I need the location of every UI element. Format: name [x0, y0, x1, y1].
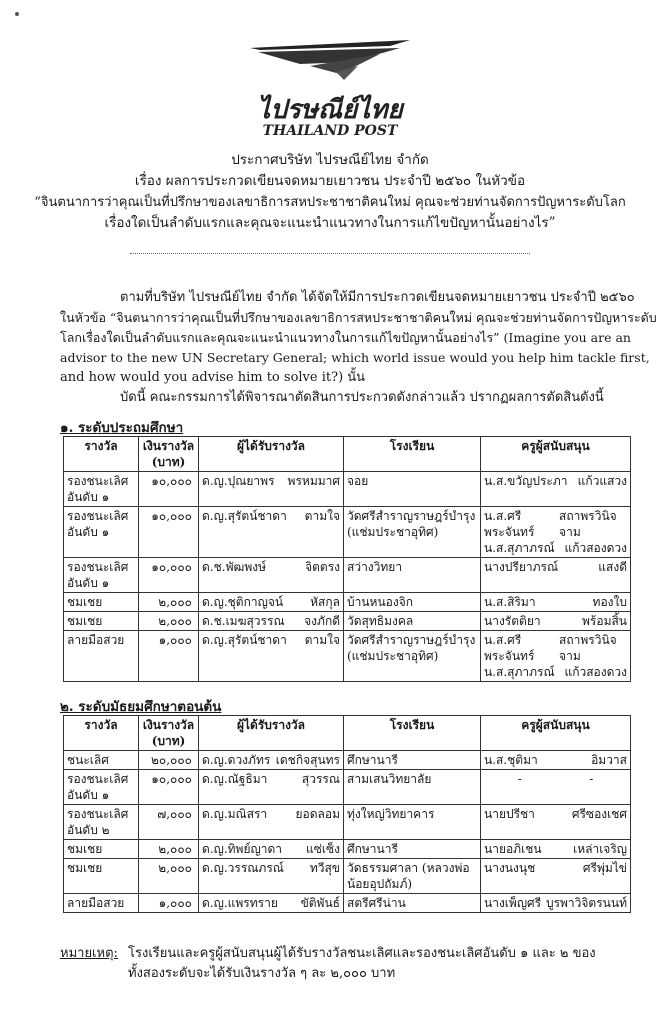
- award-cell: รองชนะเลิศ อันดับ ๒: [64, 805, 139, 840]
- teacher-name: [484, 559, 627, 575]
- remark-line-1: โรงเรียนและครูผู้สนับสนุนผู้ได้รับรางวัลชนะเลิศและรองชนะเลิศอันดับ ๑ และ ๒ ของ: [128, 946, 596, 961]
- announcement-header: [0, 150, 660, 234]
- money-cell: ๒,๐๐๐: [139, 593, 199, 612]
- winner-last-name: ตามใจ: [304, 633, 340, 647]
- teacher-cell: [481, 472, 631, 507]
- winner-first-name: ด.ญ.ณัฐธิมา: [202, 772, 268, 786]
- thailand-post-logo: [240, 30, 420, 140]
- school-cell: วัดศรีสำราญราษฎร์บำรุง (แช่มประชาอุทิศ): [344, 507, 481, 558]
- header-line-2: เรื่อง ผลการประกวดเขียนจดหมายเยาวชน ประจำปี ๒๕๖๐ ในหัวข้อ: [134, 173, 526, 189]
- teacher-last-name: สถาพรวินิจจาม: [559, 509, 617, 539]
- intro-line-5: and how would you advise him to solve it?) นั้น: [60, 370, 366, 385]
- money-cell: ๒,๐๐๐: [139, 612, 199, 631]
- teacher-first-name: -: [517, 772, 522, 786]
- teacher-first-name: นางนงนุช: [484, 861, 536, 875]
- money-cell: ๒,๐๐๐: [139, 840, 199, 859]
- award-cell: รองชนะเลิศ อันดับ ๑: [64, 770, 139, 805]
- money-cell: ๑,๐๐๐: [139, 894, 199, 913]
- school-cell: สว่างวิทยา: [344, 558, 481, 593]
- teacher-first-name: น.ส.ชุติมา: [484, 753, 538, 767]
- winner-cell: [199, 770, 344, 805]
- table-header-row: [64, 716, 631, 751]
- money-cell: ๒,๐๐๐: [139, 859, 199, 894]
- header-school: โรงเรียน: [344, 716, 481, 751]
- table-row: [64, 631, 631, 682]
- section-1-title: ๑. ระดับประถมศึกษา: [60, 420, 184, 436]
- award-cell: รองชนะเลิศ อันดับ ๑: [64, 558, 139, 593]
- money-cell: ๑๐,๐๐๐: [139, 558, 199, 593]
- money-cell: ๒๐,๐๐๐: [139, 751, 199, 770]
- teacher-last-name: ทองใบ: [592, 595, 627, 609]
- intro-line-2: ในหัวข้อ “จินตนาการว่าคุณเป็นที่ปรึกษาของเลขาธิการสหประชาชาติคนใหม่ คุณจะช่วยท่านจัดการปัญหาระดับ: [60, 310, 657, 325]
- teacher-first-name: น.ส.ศรีพระจันทร์: [484, 509, 535, 539]
- winner-first-name: ด.ญ.สุรัตน์ชาดา: [202, 509, 287, 523]
- winner-first-name: ด.ญ.ดวงภัทร: [202, 753, 271, 767]
- header-money: เงินรางวัล (บาท): [139, 716, 199, 751]
- winner-last-name: จิตตรง: [305, 560, 340, 574]
- header-teacher: ครูผู้สนับสนุน: [481, 437, 631, 472]
- winner-name: [202, 473, 340, 489]
- teacher-last-name: แก้วสองดวง: [564, 541, 627, 555]
- teacher-name: [484, 752, 627, 768]
- winner-name: [202, 559, 340, 575]
- winner-first-name: ด.ช.พัฒพงษ์: [202, 560, 266, 574]
- teacher-cell: [481, 805, 631, 840]
- winner-cell: [199, 593, 344, 612]
- award-cell: ลายมือสวย: [64, 894, 139, 913]
- school-cell: สามเสนวิทยาลัย: [344, 770, 481, 805]
- money-cell: ๗,๐๐๐: [139, 805, 199, 840]
- teacher-last-name: พร้อมสิ้น: [582, 614, 627, 628]
- thailand-post-emblem-icon: [240, 30, 420, 140]
- winner-first-name: ด.ญ.สุรัตน์ชาดา: [202, 633, 287, 647]
- header-money: เงินรางวัล (บาท): [139, 437, 199, 472]
- table-header-row: [64, 437, 631, 472]
- award-cell: ลายมือสวย: [64, 631, 139, 682]
- teacher-cell: [481, 894, 631, 913]
- winner-cell: [199, 805, 344, 840]
- teacher-cell: [481, 507, 631, 558]
- winner-name: [202, 613, 340, 629]
- table-row: [64, 770, 631, 805]
- winner-first-name: ด.ญ.ชุติกาญจน์: [202, 595, 284, 609]
- teacher-last-name: แก้วสองดวง: [564, 665, 627, 679]
- intro-paragraph: [60, 288, 657, 408]
- winner-cell: [199, 612, 344, 631]
- header-teacher: ครูผู้สนับสนุน: [481, 716, 631, 751]
- winner-cell: [199, 472, 344, 507]
- award-cell: ชมเชย: [64, 859, 139, 894]
- teacher-cell: [481, 558, 631, 593]
- remark-label: หมายเหตุ:: [60, 946, 118, 961]
- table-row: [64, 859, 631, 894]
- teacher-cell: [481, 593, 631, 612]
- teacher-cell: [481, 751, 631, 770]
- school-cell: วัดธรรมศาลา (หลวงพ่อน้อยอุปถัมภ์): [344, 859, 481, 894]
- table-row: [64, 751, 631, 770]
- section-2-title: ๒. ระดับมัธยมศึกษาตอนต้น: [60, 699, 222, 715]
- teacher-name: [484, 664, 627, 680]
- winner-first-name: ด.ญ.มณิสรา: [202, 807, 268, 821]
- winner-cell: [199, 751, 344, 770]
- teacher-name: [484, 613, 627, 629]
- header-divider: [130, 253, 530, 254]
- school-cell: สตรีศรีน่าน: [344, 894, 481, 913]
- teacher-name: [484, 860, 627, 876]
- winner-cell: [199, 894, 344, 913]
- winner-cell: [199, 558, 344, 593]
- table-row: [64, 894, 631, 913]
- intro-line-6: บัดนี้ คณะกรรมการได้พิจารณาตัดสินการประกวดดังกล่าวแล้ว ปรากฏผลการตัดสินดังนี้: [120, 390, 604, 405]
- logo-thai-text: ไปรษณีย์ไทย: [257, 95, 403, 125]
- teacher-cell: [481, 770, 631, 805]
- header-school: โรงเรียน: [344, 437, 481, 472]
- teacher-first-name: นายปรีชา: [484, 807, 535, 821]
- section-2-body: [64, 751, 631, 913]
- teacher-name: [484, 771, 627, 787]
- winner-name: [202, 594, 340, 610]
- school-cell: จอย: [344, 472, 481, 507]
- table-row: [64, 472, 631, 507]
- teacher-name: [484, 540, 627, 556]
- teacher-name: [484, 841, 627, 857]
- intro-line-4: advisor to the new UN Secretary General; which world issue would you help him tackle first,: [60, 350, 650, 365]
- winner-last-name: หัสกุล: [310, 595, 340, 609]
- winner-last-name: เดชกิจสุนทร: [275, 753, 340, 767]
- section-2-table: [63, 715, 631, 913]
- winner-name: [202, 860, 340, 876]
- teacher-first-name: น.ส.สุภาภรณ์: [484, 541, 555, 555]
- teacher-last-name: สถาพรวินิจจาม: [559, 633, 617, 663]
- teacher-last-name: อิมวาส: [591, 753, 627, 767]
- section-1-table: [63, 436, 631, 682]
- winner-cell: [199, 859, 344, 894]
- teacher-first-name: น.ส.ขวัญประภา: [484, 474, 568, 488]
- header-line-1: ประกาศบริษัท ไปรษณีย์ไทย จำกัด: [231, 152, 429, 168]
- teacher-first-name: น.ส.ศรีพระจันทร์: [484, 633, 535, 663]
- money-cell: ๑๐,๐๐๐: [139, 507, 199, 558]
- header-winner: ผู้ได้รับรางวัล: [199, 437, 344, 472]
- school-cell: วัดศรีสำราญราษฎร์บำรุง (แช่มประชาอุทิศ): [344, 631, 481, 682]
- teacher-name: [484, 632, 627, 664]
- winner-last-name: พรหมมาศ: [287, 474, 340, 488]
- award-cell: ชมเชย: [64, 612, 139, 631]
- teacher-cell: [481, 612, 631, 631]
- teacher-name: [484, 806, 627, 822]
- section-1-body: [64, 472, 631, 682]
- winner-last-name: สุวรรณ: [301, 772, 340, 786]
- money-cell: ๑,๐๐๐: [139, 631, 199, 682]
- table-row: [64, 558, 631, 593]
- table-row: [64, 805, 631, 840]
- winner-name: [202, 806, 340, 822]
- winner-first-name: ด.ญ.แพรทราย: [202, 896, 278, 910]
- teacher-last-name: -: [589, 772, 594, 786]
- teacher-cell: [481, 859, 631, 894]
- teacher-name: [484, 594, 627, 610]
- award-cell: รองชนะเลิศ อันดับ ๑: [64, 507, 139, 558]
- winner-last-name: ตามใจ: [304, 509, 340, 523]
- table-row: [64, 840, 631, 859]
- table-row: [64, 507, 631, 558]
- teacher-name: [484, 895, 627, 911]
- table-row: [64, 612, 631, 631]
- winner-name: [202, 895, 340, 911]
- award-cell: ชมเชย: [64, 593, 139, 612]
- winner-first-name: ด.ญ.ทิพย์ญาดา: [202, 842, 282, 856]
- award-cell: ชนะเลิศ: [64, 751, 139, 770]
- remark: [60, 944, 630, 984]
- teacher-first-name: น.ส.สิริมา: [484, 595, 536, 609]
- teacher-first-name: น.ส.สุภาภรณ์: [484, 665, 555, 679]
- winner-last-name: จงภักดี: [304, 614, 340, 628]
- teacher-first-name: นางเพ็ญศรี: [484, 896, 542, 910]
- school-cell: ศึกษานารี: [344, 751, 481, 770]
- award-cell: ชมเชย: [64, 840, 139, 859]
- header-winner: ผู้ได้รับรางวัล: [199, 716, 344, 751]
- intro-line-1: ตามที่บริษัท ไปรษณีย์ไทย จำกัด ได้จัดให้มีการประกวดเขียนจดหมายเยาวชน ประจำปี ๒๕๖๐: [120, 290, 635, 305]
- table-row: [64, 593, 631, 612]
- winner-cell: [199, 840, 344, 859]
- winner-last-name: ทวีสุข: [309, 861, 340, 875]
- school-cell: ทุ่งใหญ่วิทยาคาร: [344, 805, 481, 840]
- teacher-cell: [481, 631, 631, 682]
- teacher-first-name: นายอภิเชน: [484, 842, 542, 856]
- winner-last-name: ยอดลอม: [295, 807, 340, 821]
- teacher-cell: [481, 840, 631, 859]
- winner-last-name: แซ่เซ็ง: [306, 842, 340, 856]
- teacher-last-name: แสงดี: [598, 560, 627, 574]
- winner-name: [202, 752, 340, 768]
- teacher-first-name: นางรัตติยา: [484, 614, 541, 628]
- header-award: รางวัล: [64, 716, 139, 751]
- winner-name: [202, 841, 340, 857]
- winner-cell: [199, 631, 344, 682]
- teacher-last-name: แก้วแสวง: [577, 474, 627, 488]
- header-line-4: เรื่องใดเป็นลำดับแรกและคุณจะแนะนำแนวทางในการแก้ไขปัญหานั้นอย่างไร”: [104, 215, 556, 231]
- winner-first-name: ด.ญ.ปุณยาพร: [202, 474, 275, 488]
- header-award: รางวัล: [64, 437, 139, 472]
- teacher-name: [484, 473, 627, 489]
- teacher-last-name: บูรพาวิจิตรนนท์: [545, 896, 627, 910]
- winner-name: [202, 771, 340, 787]
- header-line-3: “จินตนาการว่าคุณเป็นที่ปรึกษาของเลขาธิการสหประชาชาติคนใหม่ คุณจะช่วยท่านจัดการปัญหาระดับโลก: [34, 195, 626, 210]
- school-cell: วัดสุทธิมงคล: [344, 612, 481, 631]
- remark-line-2: ทั้งสองระดับจะได้รับเงินรางวัล ๆ ละ ๒,๐๐๐ บาท: [128, 966, 396, 981]
- teacher-last-name: เหล่าเจริญ: [573, 842, 627, 856]
- award-cell: รองชนะเลิศ อันดับ ๑: [64, 472, 139, 507]
- scan-speck: [15, 12, 19, 16]
- money-cell: ๑๐,๐๐๐: [139, 770, 199, 805]
- school-cell: ศึกษานารี: [344, 840, 481, 859]
- logo-english-text: THAILAND POST: [262, 123, 398, 139]
- teacher-last-name: ศรีซองเชศ: [571, 807, 627, 821]
- money-cell: ๑๐,๐๐๐: [139, 472, 199, 507]
- winner-name: [202, 508, 340, 524]
- teacher-name: [484, 508, 627, 540]
- winner-name: [202, 632, 340, 648]
- school-cell: บ้านหนองจิก: [344, 593, 481, 612]
- winner-first-name: ด.ญ.วรรณภรณ์: [202, 861, 284, 875]
- teacher-last-name: ศรีพุ่มไข่: [582, 861, 627, 875]
- intro-line-3: โลกเรื่องใดเป็นลำดับแรกและคุณจะแนะนำแนวทางในการแก้ไขปัญหานั้นอย่างไร” (Imagine you are an: [60, 330, 631, 345]
- winner-cell: [199, 507, 344, 558]
- winner-last-name: ขัติพันธ์: [300, 896, 340, 910]
- winner-first-name: ด.ช.เมฆสุวรรณ: [202, 614, 285, 628]
- teacher-first-name: นางปรียาภรณ์: [484, 560, 559, 574]
